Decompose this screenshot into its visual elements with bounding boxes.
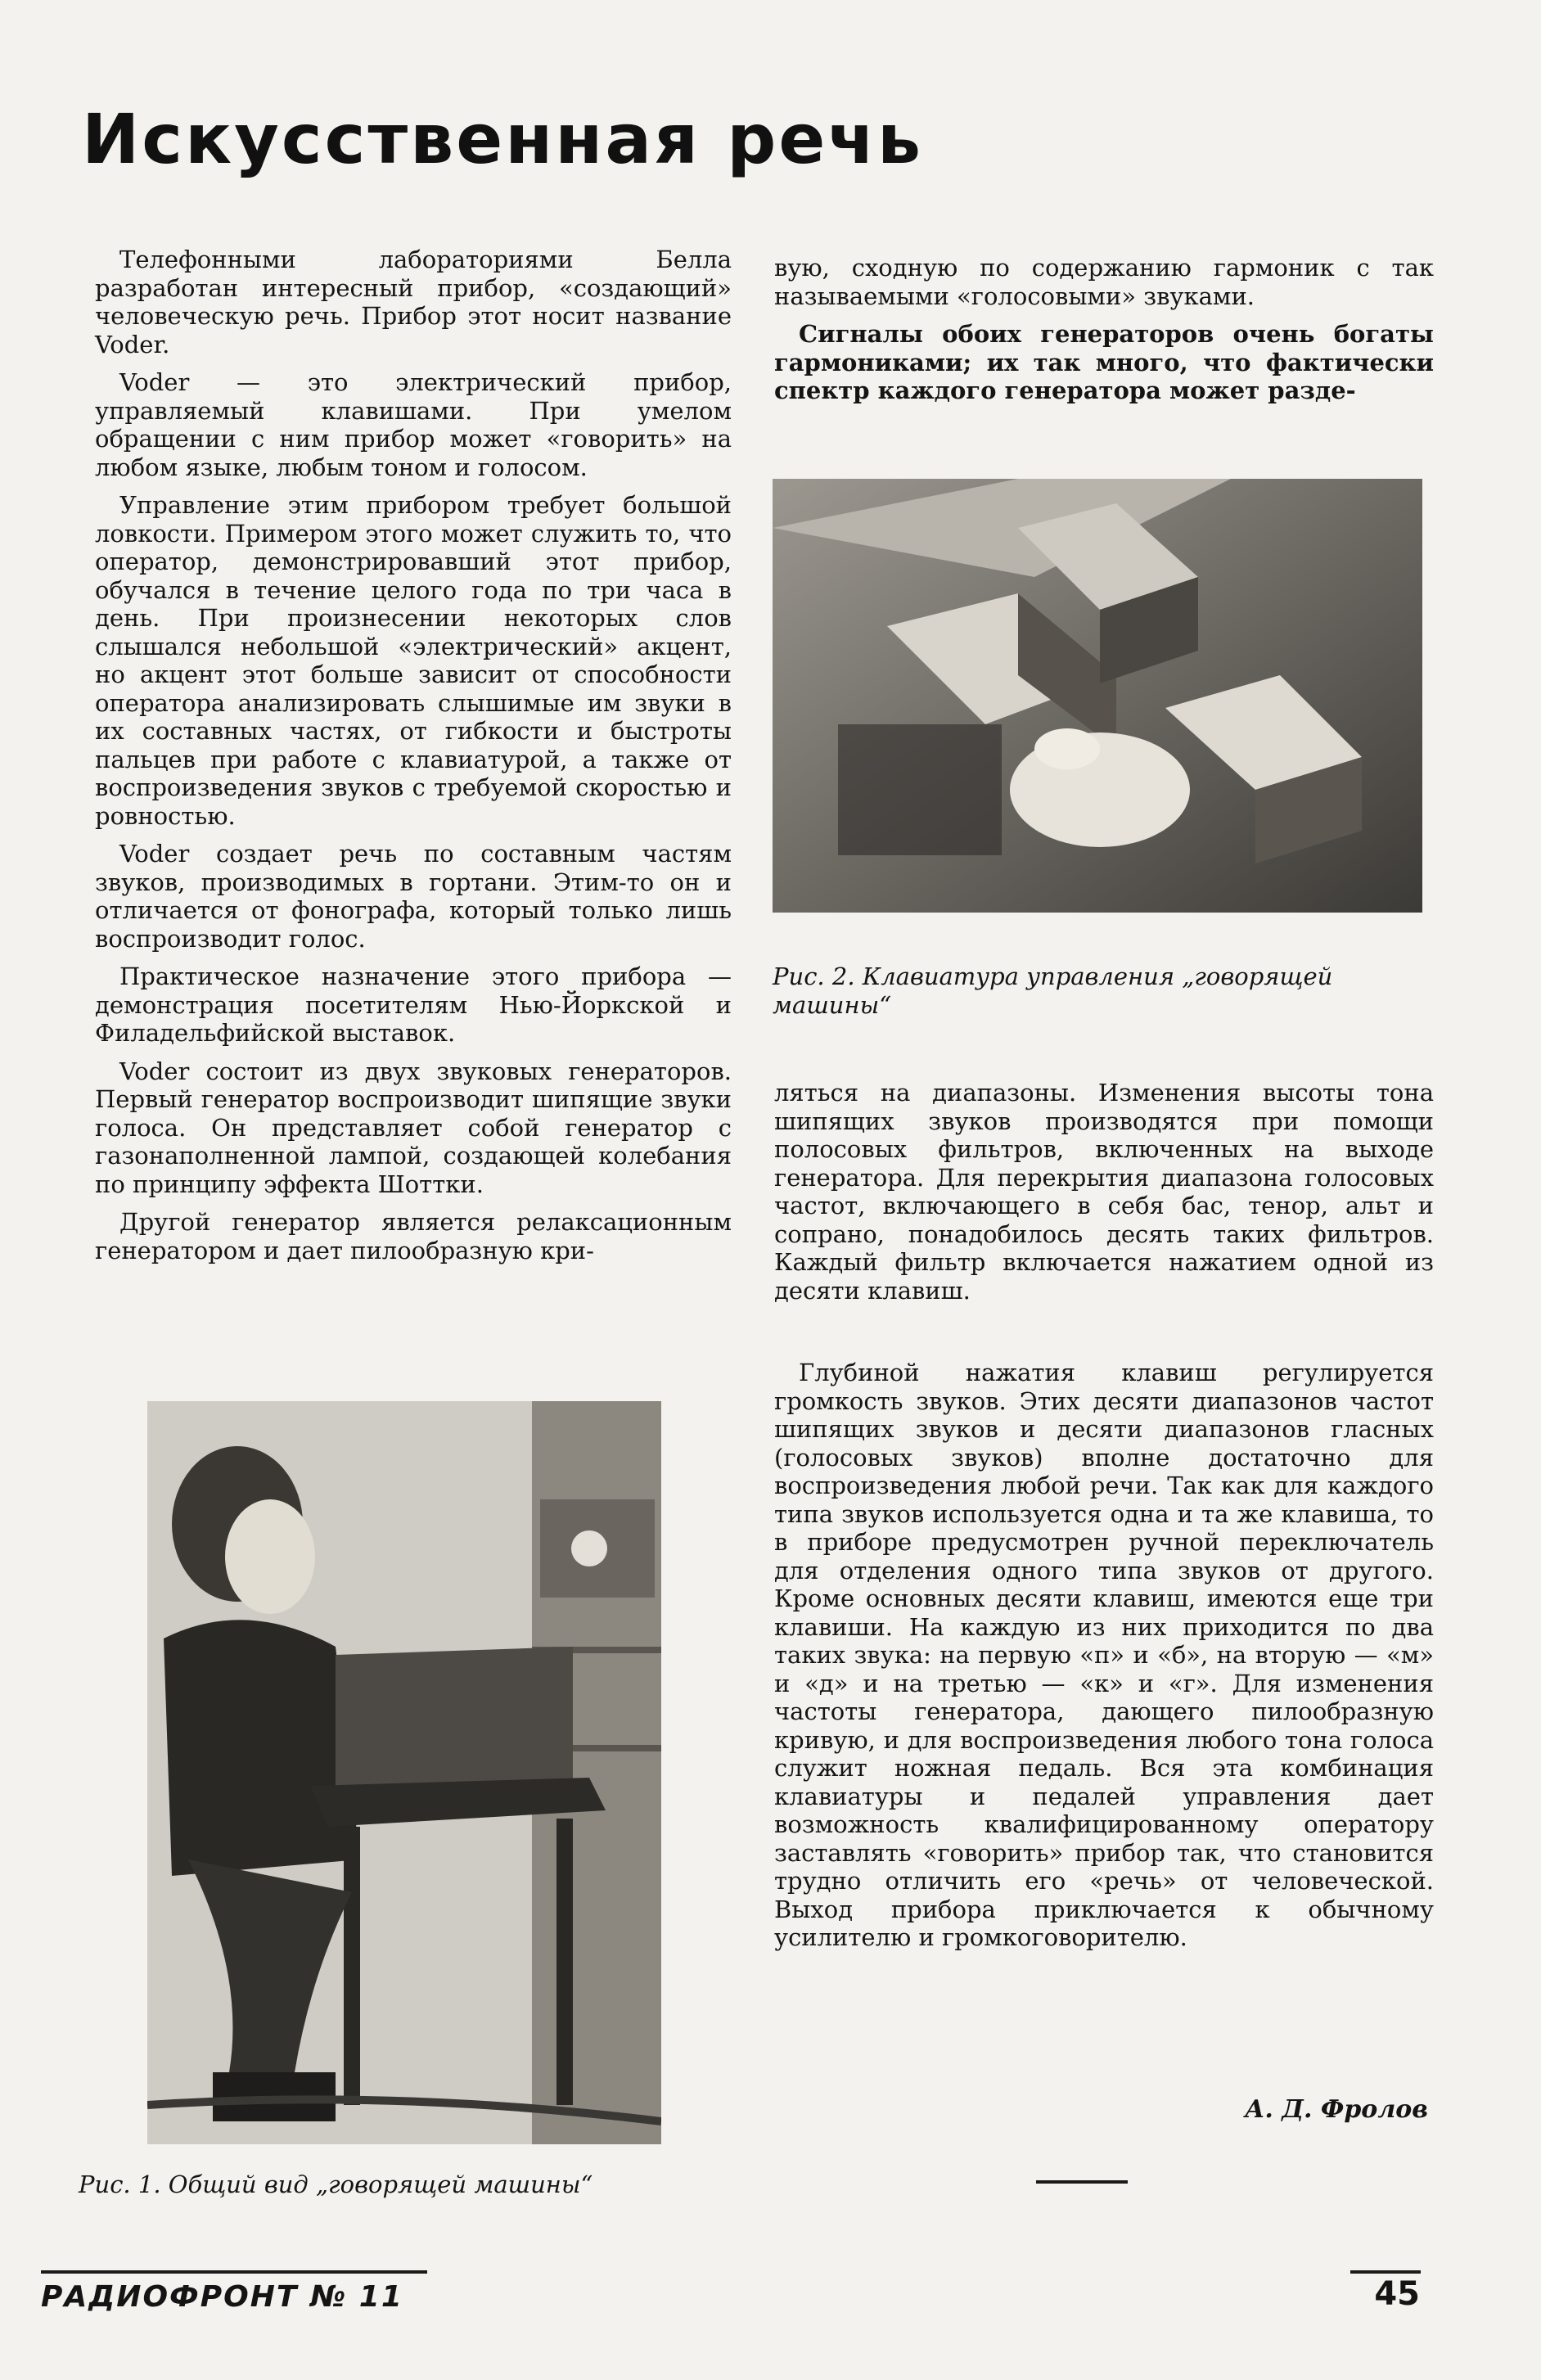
paragraph: Глубиной нажатия клавиш регулируется громкость звуков. Этих десяти диапазонов частот шипящих звуков и десяти диапазонов гласных (голосовых звуков) вполне достаточно для воспроизведения любой речи. Так как для каждого типа звуков используется одна и та же клавиша, то в приборе предусмотрен ручной переключатель для отделения одного типа звуков от другого. Кроме основных десяти клавиш, имеются еще три клавиши. На каждую из них приходится по два таких звука: на первую «п» и «б», на вторую — «м» и «д» и на третью — «к» и «г». Для изменения частоты генератора, дающего пилообразную кривую, и для воспроизведения любого тона голоса служит ножная педаль. Вся эта комбинация клавиатуры и педалей управления дает возможность квалифицированному оператору заставлять «говорить» прибор так, что становится трудно отличить его «речь» от человеческой. Выход прибора приключается к обычному усилителю и громкоговорителю. bbox=[774, 1359, 1434, 1951]
paragraph-bold: Сигналы обоих генераторов очень богаты гармониками; их так много, что фактически спектр каждого генератора может разде- bbox=[774, 320, 1434, 404]
keyboard-photo bbox=[773, 479, 1422, 913]
paragraph: вую, сходную по содержанию гармоник с так называемыми «голосовыми» звуками. bbox=[774, 254, 1434, 310]
keyboard-illustration bbox=[773, 479, 1422, 913]
paragraph: Практическое назначение этого прибора — демонстрация посетителям Нью-Йоркской и Филадельфийской выставок. bbox=[95, 962, 732, 1047]
figure-1-caption: Рис. 1. Общий вид „говорящей машины“ bbox=[79, 2170, 593, 2198]
paragraph: Телефонными лабораториями Белла разработан интересный прибор, «создающий» человеческую речь. Прибор этот носит название Voder. bbox=[95, 246, 732, 358]
paragraph: Voder создает речь по составным частям звуков, производимых в гортани. Этим-то он и отличается от фонографа, который только лишь воспроизводит голос. bbox=[95, 840, 732, 953]
paragraph: Voder состоит из двух звуковых генераторов. Первый генератор воспроизводит шипящие звуки голоса. Он представляет собой генератор с газонаполненной лампой, создающей колебания по принципу эффекта Шоттки. bbox=[95, 1057, 732, 1198]
magazine-footer: РАДИОФРОНТ № 11 bbox=[41, 2280, 403, 2314]
paragraph: Управление этим прибором требует большой ловкости. Примером этого может служить то, что оператор, демонстрировавший этот прибор, обучался в течение целого года по три часа в день. При произнесении некоторых слов слышался небольшой «электрический» акцент, но акцент этот больше зависит от способности оператора анализировать слышимые им звуки в их составных частях, от гибкости и быстроты пальцев при работе с клавиатурой, а также от воспроизведения звуков с требуемой скоростью и ровностью. bbox=[95, 491, 732, 830]
paragraph: ляться на диапазоны. Изменения высоты тона шипящих звуков производятся при помощи полосовых фильтров, включенных на выходе генератора. Для перекрытия диапазона голосовых частот, включающего в себя бас, тенор, альт и сопрано, понадобилось десять таких фильтров. Каждый фильтр включается нажатием одной из десяти клавиш. bbox=[774, 1079, 1434, 1305]
end-rule bbox=[1036, 2180, 1128, 2184]
right-column-top bbox=[774, 254, 1434, 415]
voder-illustration bbox=[147, 1401, 661, 2144]
paragraph: Другой генератор является релаксационным генератором и дает пилообразную кри- bbox=[95, 1208, 732, 1264]
page-number: 45 bbox=[1374, 2275, 1420, 2313]
paragraph: Voder — это электрический прибор, управляемый клавишами. При умелом обращении с ним прибор может «говорить» на любом языке, любым тоном и голосом. bbox=[95, 368, 732, 481]
voder-machine-photo bbox=[147, 1401, 661, 2144]
author-signature: А. Д. Фролов bbox=[1244, 2095, 1428, 2124]
right-column-middle bbox=[774, 1079, 1434, 1314]
figure-2-caption: Рис. 2. Клавиатура управления „говорящей машины“ bbox=[773, 962, 1333, 1019]
right-column-bottom bbox=[774, 1359, 1434, 1962]
footer-rule-right bbox=[1350, 2270, 1421, 2274]
left-column bbox=[95, 246, 732, 1274]
footer-rule-left bbox=[41, 2270, 427, 2274]
article-title: Искусственная речь bbox=[82, 99, 924, 179]
